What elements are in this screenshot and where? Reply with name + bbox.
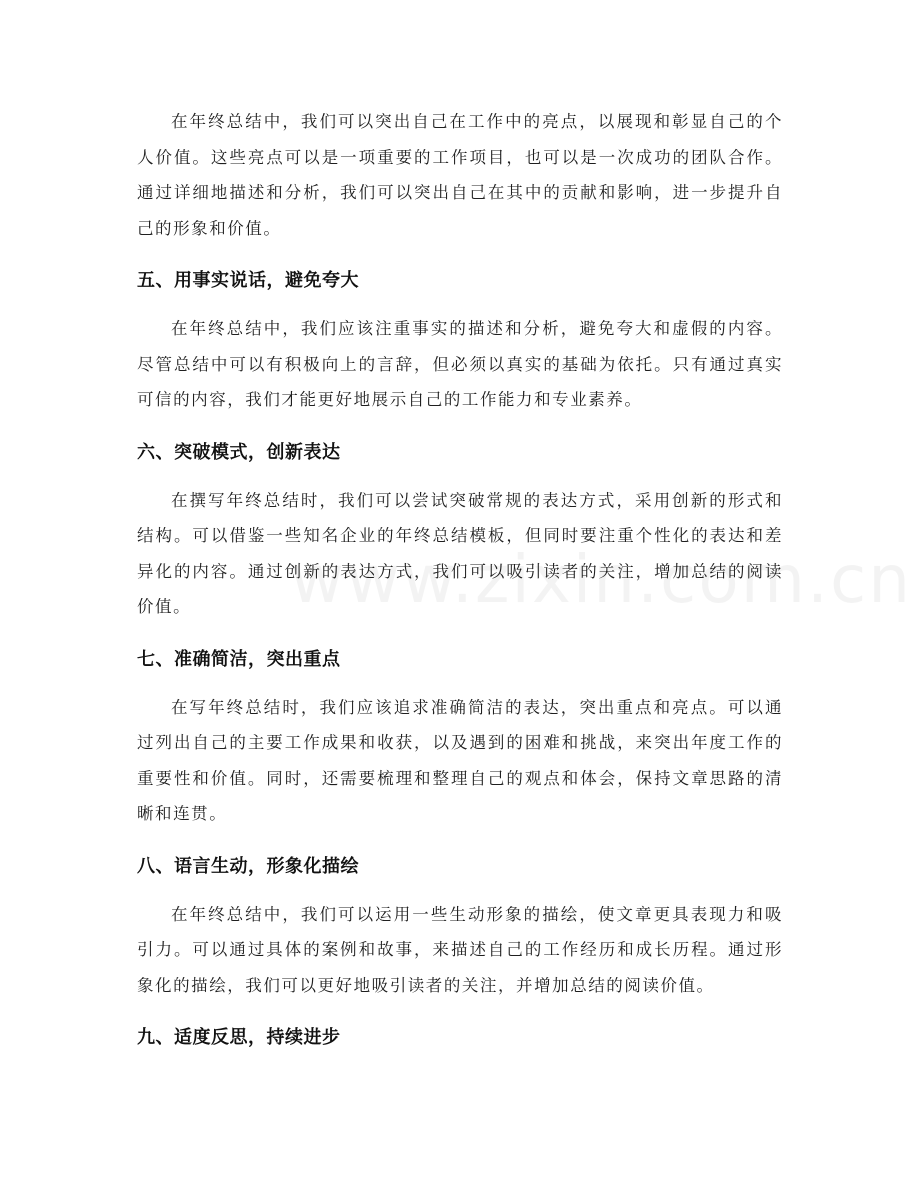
section-heading-8: 八、语言生动，形象化描绘 bbox=[137, 855, 359, 877]
intro-paragraph: 在年终总结中，我们可以突出自己在工作中的亮点，以展现和彰显自己的个人价值。这些亮点可以是一项重要的工作项目，也可以是一次成功的团队合作。通过详细地描述和分析，我们可以突出自己在其中的贡献和影响，进一步提升自己的形象和价值。 bbox=[137, 112, 783, 238]
section-paragraph-8: 在年终总结中，我们可以运用一些生动形象的描绘，使文章更具表现力和吸引力。可以通过具体的案例和故事，来描述自己的工作经历和成长历程。通过形象化的描绘，我们可以更好地吸引读者的关注，并增加总结的阅读价值。 bbox=[137, 904, 783, 995]
section-heading-9: 九、适度反思，持续进步 bbox=[137, 1027, 341, 1048]
section-heading-5: 五、用事实说话，避免夸大 bbox=[137, 270, 359, 291]
section-paragraph-7: 在写年终总结时，我们应该追求准确简洁的表达，突出重点和亮点。可以通过列出自己的主要工作成果和收获，以及遇到的困难和挑战，来突出年度工作的重要性和价值。同时，还需要梳理和整理自己的观点和体会，保持文章思路的清晰和连贯。 bbox=[137, 697, 783, 823]
section-paragraph-6: 在撰写年终总结时，我们可以尝试突破常规的表达方式，采用创新的形式和结构。可以借鉴一些知名企业的年终总结模板，但同时要注重个性化的表达和差异化的内容。通过创新的表达方式，我们可以吸引读者的关注，增加总结的阅读价值。 bbox=[137, 490, 783, 616]
section-heading-7: 七、准确简洁，突出重点 bbox=[137, 648, 341, 670]
section-paragraph-5: 在年终总结中，我们应该注重事实的描述和分析，避免夸大和虚假的内容。尽管总结中可以有积极向上的言辞，但必须以真实的基础为依托。只有通过真实可信的内容，我们才能更好地展示自己的工作能力和专业素养。 bbox=[137, 319, 783, 409]
section-heading-6: 六、突破模式，创新表达 bbox=[137, 441, 341, 463]
document-body bbox=[137, 104, 783, 1051]
